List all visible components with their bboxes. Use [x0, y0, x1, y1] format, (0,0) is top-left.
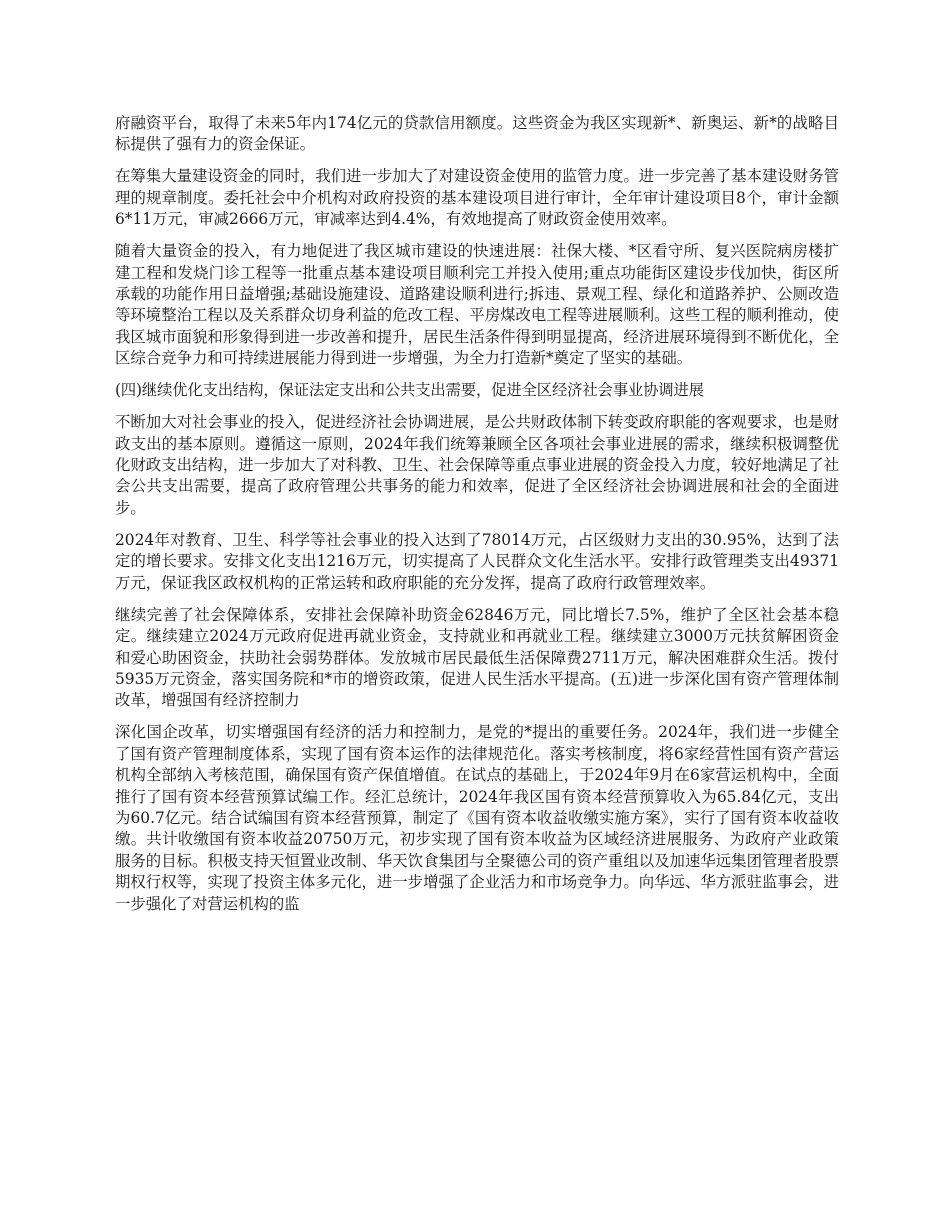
section-heading-expenditure-structure: (四)继续优化支出结构，保证法定支出和公共支出需要，促进全区经济社会事业协调进展	[115, 381, 704, 400]
paragraph-social-undertakings: 不断加大对社会事业的投入，促进经济社会协调进展，是公共财政体制下转变政府职能的客观要求，也是财政支出的基本原则。遵循这一原则，2024年我们统筹兼顾全区各项社会事业进展的需求，继续积极调整优化财政支出结构，进一步加大了对科教、卫生、社会保障等重点事业进展的资金投入力度，较好地满足了社会公共支出需要，提高了政府管理公共事务的能力和效率，促进了全区经济社会协调进展和社会的全面进步。	[115, 413, 839, 517]
document-body	[115, 113, 839, 926]
paragraph-social-security: 继续完善了社会保障体系，安排社会保障补助资金62846万元，同比增长7.5%，维护了全区社会基本稳定。继续建立2024万元政府促进再就业资金，支持就业和再就业工程。继续建立3000万元扶贫解困资金和爱心助困资金，扶助社会弱势群体。发放城市居民最低生活保障费2711万元，解决困难群众生活。拨付5935万元资金，落实国务院和*市的增资政策，促进人民生活水平提高。(五)进一步深化国有资产管理体制改革，增强国有经济控制力	[115, 605, 839, 710]
paragraph-soe-reform: 深化国企改革，切实增强国有经济的活力和控制力，是党的*提出的重要任务。2024年，我们进一步健全了国有资产管理制度体系，实现了国有资本运作的法律规范化。落实考核制度，将6家经营性国有资产营运机构全部纳入考核范围，确保国有资产保值增值。在试点的基础上，于2024年9月在6家营运机构中，全面推行了国有资本经营预算试编工作。经汇总统计，2024年我区国有资本经营预算收入为65.84亿元，支出为60.7亿元。结合试编国有资本经营预算，制定了《国有资本收益收缴实施方案》，实行了国有资本收益收缴。共计收缴国有资本收益20750万元，初步实现了国有资本收益为区域经济进展服务、为政府产业政策服务的目标。积极支持天恒置业改制、华天饮食集团与全聚德公司的资产重组以及加速华远集团管理者股票期权行权等，实现了投资主体多元化，进一步增强了企业活力和市场竞争力。向华远、华方派驻监事会，进一步强化了对营运机构的监	[115, 723, 839, 913]
paragraph-education-health-investment: 2024年对教育、卫生、科学等社会事业的投入达到了78014万元，占区级财力支出的30.95%，达到了法定的增长要求。安排文化支出1216万元，切实提高了人民群众文化生活水平。安排行政管理类支出49371万元，保证我区政权机构的正常运转和政府职能的充分发挥，提高了政府行政管理效率。	[115, 530, 839, 592]
paragraph-financing-platform: 府融资平台，取得了未来5年内174亿元的贷款信用额度。这些资金为我区实现新*、新奥运、新*的战略目标提供了强有力的资金保证。	[115, 114, 839, 154]
paragraph-urban-construction: 随着大量资金的投入，有力地促进了我区城市建设的快速进展：社保大楼、*区看守所、复兴医院病房楼扩建工程和发烧门诊工程等一批重点基本建设项目顺利完工并投入使用;重点功能街区建设步伐加快，街区所承载的功能作用日益增强;基础设施建设、道路建设顺利进行;拆违、景观工程、绿化和道路养护、公厕改造等环境整治工程以及关系群众切身利益的危改工程、平房煤改电工程等进展顺利。这些工程的顺利推动，使我区城市面貌和形象得到进一步改善和提升，居民生活条件得到明显提高，经济进展环境得到不断优化，全区综合竞争力和可持续进展能力得到进一步增强，为全力打造新*奠定了坚实的基础。	[115, 242, 839, 368]
paragraph-construction-supervision: 在筹集大量建设资金的同时，我们进一步加大了对建设资金使用的监管力度。进一步完善了基本建设财务管理的规章制度。委托社会中介机构对政府投资的基本建设项目进行审计，全年审计建设项目8个，审计金额6*11万元，审减2666万元，审减率达到4.4%，有效地提高了财政资金使用效率。	[115, 167, 839, 229]
